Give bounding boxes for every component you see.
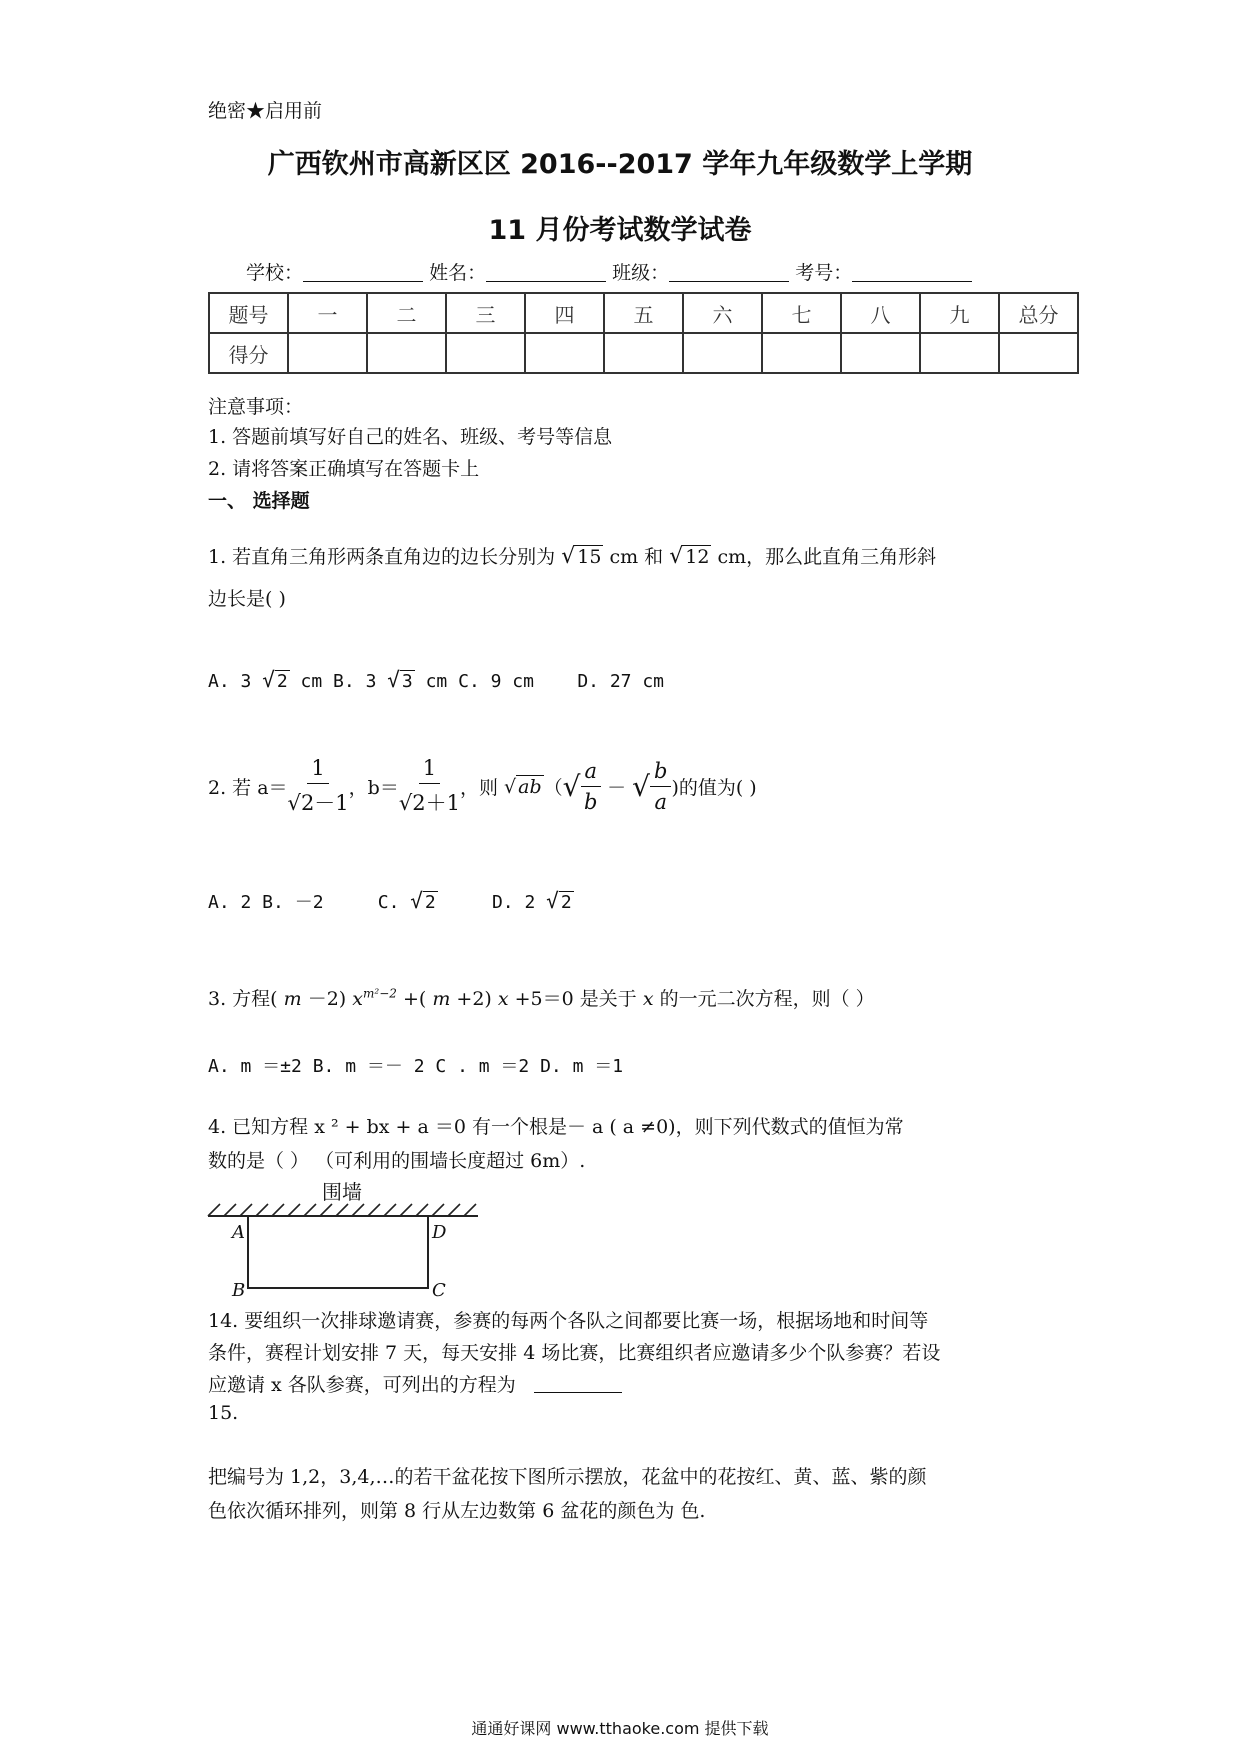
q3-text: 3. 方程(: [208, 988, 278, 1010]
exam-title-line2: 11 月份考试数学试卷: [488, 215, 752, 246]
q14-answer-blank[interactable]: [534, 1376, 622, 1393]
score-input-cell[interactable]: [762, 333, 841, 373]
q2-a-denominator-wrap: [288, 784, 349, 817]
score-table-cell: 五: [604, 293, 683, 333]
score-input-cell[interactable]: [841, 333, 920, 373]
wall-hatching: [208, 1204, 476, 1216]
q1-option-a-radicand: 2: [276, 671, 288, 692]
section-heading-choice: 一、 选择题: [208, 490, 310, 512]
fence-rectangle: [248, 1216, 428, 1288]
q2-option-ab: A. 2 B. －2: [208, 892, 324, 913]
score-input-cell[interactable]: [604, 333, 683, 373]
note-item: 2. 请将答案正确填写在答题卡上: [208, 458, 480, 480]
score-table: [208, 292, 1079, 374]
score-input-cell[interactable]: [683, 333, 762, 373]
q2-a-numerator: 1: [307, 756, 328, 784]
sqrt-icon: √: [504, 775, 517, 798]
q2-then: ，则: [459, 777, 498, 799]
question-2: [208, 756, 757, 817]
q2-fraction-b-over-a: [650, 759, 671, 814]
q3-text: +5＝0 是关于: [514, 988, 637, 1010]
score-table-cell: 二: [367, 293, 446, 333]
notes-heading: 注意事项：: [208, 396, 304, 418]
q2-prefix: 2. 若 a＝: [208, 777, 288, 799]
score-table-cell: 一: [288, 293, 367, 333]
score-table-cell: 三: [446, 293, 525, 333]
sqrt-icon: √: [669, 544, 684, 569]
q2-option-d: D. 2: [491, 892, 536, 913]
name-blank[interactable]: [486, 263, 606, 282]
score-table-score-row: [209, 333, 1078, 373]
confidential-mark: 绝密★启用前: [208, 100, 323, 122]
score-table-cell: 六: [683, 293, 762, 333]
question-15-line1: 把编号为 1,2，3,4,…的若干盆花按下图所示摆放，花盆中的花按红、黄、蓝、紫的颜: [208, 1466, 927, 1488]
q3-text: －2): [307, 988, 347, 1010]
q2-b-numerator: 1: [419, 756, 440, 784]
question-15-line2: 色依次循环排列，则第 8 行从左边数第 6 盆花的颜色为 色.: [208, 1500, 706, 1522]
q3-text: +2): [456, 988, 492, 1010]
exam-title-line1: 广西钦州市高新区区 2016--2017 学年九年级数学上学期: [267, 149, 973, 180]
frac-num: a: [581, 759, 602, 787]
sqrt-icon: √: [632, 770, 650, 803]
question-1-line1: [208, 542, 936, 569]
q3-var: m: [283, 988, 302, 1010]
sqrt-icon: √: [562, 770, 581, 803]
sqrt-icon: √: [262, 668, 275, 692]
class-blank[interactable]: [669, 263, 789, 282]
sqrt-icon: √: [287, 791, 301, 815]
point-label-d: D: [432, 1222, 447, 1243]
point-label-a: A: [232, 1222, 245, 1243]
question-14-line2: 条件，赛程计划安排 7 天，每天安排 4 场比赛，比赛组织者应邀请多少个队参赛？若设: [208, 1342, 941, 1364]
question-2-options: [208, 888, 574, 914]
score-table-header-row: [209, 293, 1078, 333]
q14-text: 应邀请 x 各队参赛，可列出的方程为: [208, 1374, 516, 1396]
page-footer: 通通好课网 www.tthaoke.com 提供下载: [471, 1719, 769, 1738]
exam-number-blank[interactable]: [852, 263, 972, 282]
q3-var: x: [642, 988, 654, 1010]
q1-unit-and: cm 和: [609, 546, 664, 568]
frac-den: a: [654, 790, 667, 814]
q1-option-b: cm B. 3: [300, 671, 377, 692]
school-blank[interactable]: [303, 263, 423, 282]
score-table-cell: 总分: [999, 293, 1078, 333]
sqrt-icon: √: [387, 668, 400, 692]
question-4-line2: 数的是（ ） （可利用的围墙长度超过 6m）.: [208, 1150, 586, 1172]
q3-var: x: [352, 988, 363, 1010]
question-1-line2: 边长是( ): [208, 588, 286, 610]
q2-fraction-b: [399, 756, 460, 817]
score-row-label: 得分: [209, 333, 288, 373]
q1-radicand-1: 15: [577, 546, 602, 568]
point-label-c: C: [432, 1280, 446, 1301]
score-table-cell: 题号: [209, 293, 288, 333]
q2-paren: （: [543, 777, 563, 799]
q2-a-denominator: 2－1: [300, 791, 349, 815]
score-input-cell[interactable]: [525, 333, 604, 373]
sqrt-icon: √: [561, 544, 576, 569]
question-3: [208, 984, 875, 1011]
frac-den: b: [584, 790, 598, 814]
score-input-cell[interactable]: [288, 333, 367, 373]
q2-sqrt-ab: ab: [518, 776, 542, 798]
q2-option-c-radicand: 2: [424, 892, 436, 913]
q2-minus: －: [607, 777, 627, 799]
score-table-cell: 七: [762, 293, 841, 333]
student-info-line: [246, 258, 972, 285]
question-4-line1: 4. 已知方程 x ² + bx + a ＝0 有一个根是－ a ( a ≠0)，则下列代数式的值恒为常: [208, 1116, 904, 1138]
name-label: 姓名：: [429, 262, 487, 284]
sqrt-icon: √: [398, 791, 413, 815]
school-label: 学校：: [246, 262, 304, 284]
q2-b-label: ，b＝: [348, 777, 399, 799]
q3-exponent: m²−2: [363, 986, 397, 1001]
score-table-cell: 九: [920, 293, 999, 333]
q1-text: 1. 若直角三角形两条直角边的边长分别为: [208, 546, 556, 568]
q1-radicand-2: 12: [685, 546, 710, 568]
score-input-cell[interactable]: [999, 333, 1078, 373]
score-input-cell[interactable]: [367, 333, 446, 373]
q2-b-denominator-wrap: [399, 784, 460, 817]
frac-num: b: [650, 759, 671, 787]
question-14-line1: 14. 要组织一次排球邀请赛，参赛的每两个各队之间都要比赛一场，根据场地和时间等: [208, 1310, 929, 1332]
question-1-options: [208, 668, 664, 692]
q1-option-d: D. 27 cm: [577, 671, 665, 692]
q2-option-d-radicand: 2: [560, 892, 572, 913]
sqrt-icon: √: [410, 889, 423, 913]
q3-text: 的一元二次方程，则（ ）: [659, 988, 875, 1010]
q2-b-denominator: 2＋1: [412, 791, 460, 815]
score-table-cell: 四: [525, 293, 604, 333]
q3-var: m: [432, 988, 451, 1010]
sqrt-icon: √: [546, 889, 559, 913]
score-input-cell[interactable]: [920, 333, 999, 373]
question-15-number: 15.: [208, 1402, 239, 1424]
question-3-options: A. m ＝±2 B. m ＝－ 2 C . m ＝2 D. m ＝1: [208, 1056, 624, 1077]
q2-option-c: C.: [377, 892, 400, 913]
note-item: 1. 答题前填写好自己的姓名、班级、考号等信息: [208, 426, 613, 448]
question-14-line3: [208, 1370, 622, 1397]
wall-label: 围墙: [322, 1180, 362, 1204]
exam-number-label: 考号：: [795, 262, 853, 284]
score-input-cell[interactable]: [446, 333, 525, 373]
score-table-cell: 八: [841, 293, 920, 333]
q3-var: x: [497, 988, 509, 1010]
q1-option-a: A. 3: [208, 671, 252, 692]
q1-text-end: cm，那么此直角三角形斜: [717, 546, 937, 568]
point-label-b: B: [232, 1280, 246, 1301]
class-label: 班级：: [612, 262, 670, 284]
q1-option-b-radicand: 3: [401, 671, 413, 692]
q2-suffix: )的值为( ): [671, 777, 757, 799]
q3-text: +(: [402, 988, 427, 1010]
q2-fraction-a: [288, 756, 349, 817]
q1-option-c: cm C. 9 cm: [425, 671, 534, 692]
q2-fraction-a-over-b: [581, 759, 602, 814]
